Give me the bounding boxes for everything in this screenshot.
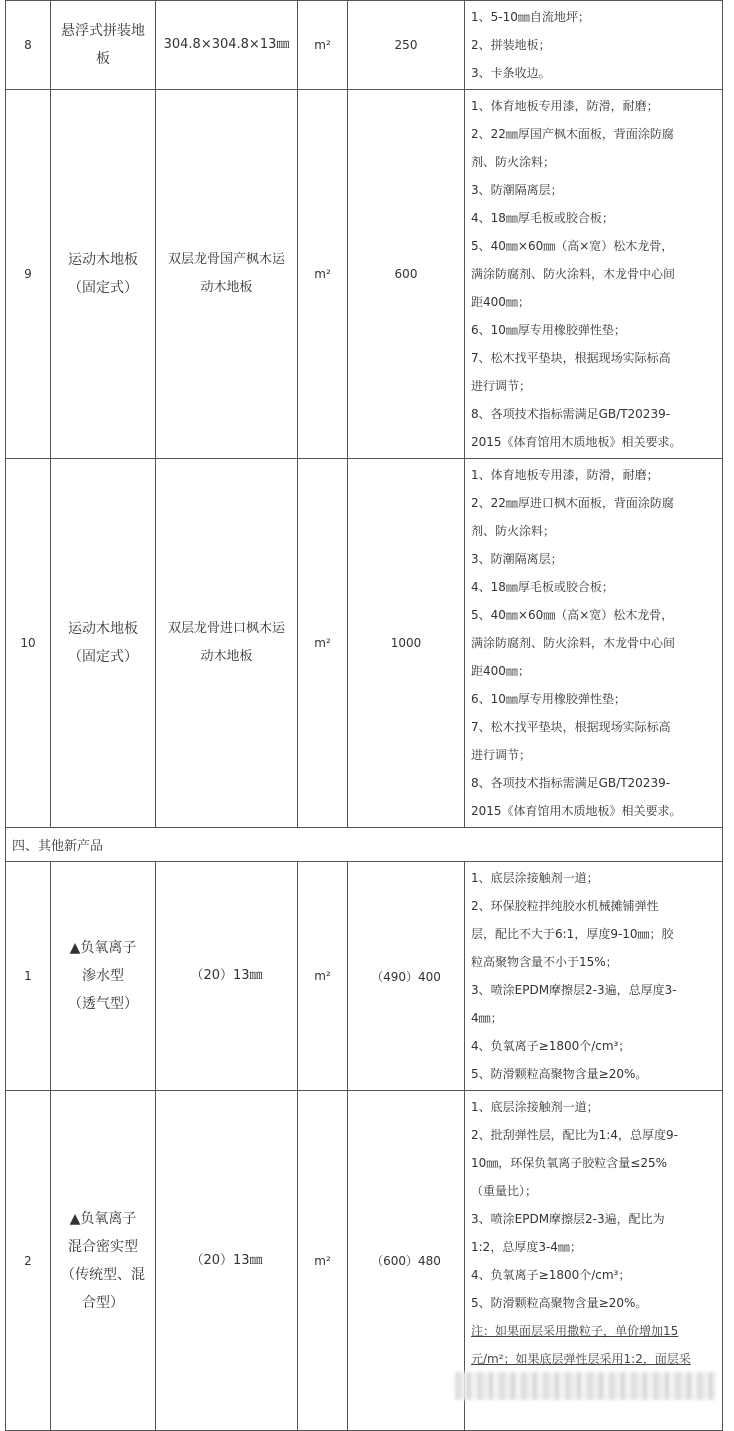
description-line: 3、防潮隔离层；: [471, 183, 563, 197]
row-number: 2: [6, 1091, 51, 1431]
note-line: 元/m²；如果底层弹性层采用1:2，面层采: [471, 1352, 691, 1366]
unit: m²: [298, 862, 348, 1091]
unit: m²: [298, 1, 348, 90]
description-line: 10㎜，环保负氧离子胶粒含量≤25%: [471, 1156, 667, 1170]
product-name: [51, 459, 156, 828]
product-name-line: （固定式）: [68, 280, 138, 296]
description-line: 满涂防腐剂、防火涂料，木龙骨中心间: [471, 636, 676, 650]
description-line: 5、40㎜×60㎜（高×宽）松木龙骨，: [471, 239, 674, 253]
description-line: 7、松木找平垫块，根据现场实际标高: [471, 351, 671, 365]
description-line: 2015《体育馆用木质地板》相关要求。: [471, 804, 682, 818]
description-line: 4、负氧离子≥1800个/cm³；: [471, 1268, 631, 1282]
description-line: 8、各项技术指标需满足GB/T20239-: [471, 407, 671, 421]
product-name-line: 混合密实型: [68, 1238, 138, 1255]
blurred-watermark: [455, 1372, 717, 1400]
description-line: 剂、防火涂料；: [471, 524, 556, 538]
description-line: 1、底层涂接触剂一道；: [471, 1100, 599, 1114]
product-name: [51, 90, 156, 459]
section-title: 四、其他新产品: [6, 828, 723, 862]
description-line: 4㎜；: [471, 1011, 503, 1025]
description-line: 5、40㎜×60㎜（高×宽）松木龙骨，: [471, 608, 674, 622]
product-name-line: 悬浮式拼装地: [61, 23, 145, 39]
specification-line: 双层龙骨进口枫木运: [167, 621, 285, 636]
description-line: 距400㎜；: [471, 295, 530, 309]
description-line: 1、5-10㎜自流地坪；: [471, 10, 590, 24]
description-line: 进行调节；: [471, 748, 532, 762]
table-body-floors: [6, 1, 723, 828]
description-line: 1:2，总厚度3-4㎜；: [471, 1240, 582, 1254]
product-name-line: 合型）: [82, 1294, 124, 1311]
unit: m²: [298, 459, 348, 828]
description-line: 层，配比不大于6:1，厚度9-10㎜；胶: [471, 927, 674, 941]
description-line: 2、批刮弹性层，配比为1:4，总厚度9-: [471, 1128, 678, 1142]
description-line: 1、体育地板专用漆，防滑，耐磨；: [471, 468, 659, 482]
description-line: （重量比）；: [471, 1184, 538, 1198]
product-name: [51, 1091, 156, 1431]
description: [465, 862, 723, 1091]
specification: [156, 862, 298, 1091]
specification-line: 双层龙骨国产枫木运: [167, 252, 285, 267]
description-line: 3、卡条收边。: [471, 66, 551, 80]
product-name-line: 板: [96, 51, 110, 67]
description-line: 1、底层涂接触剂一道；: [471, 871, 599, 885]
unit: m²: [298, 1091, 348, 1431]
specification: [156, 1, 298, 90]
table-row: [6, 1, 723, 90]
description-line: 6、10㎜厚专用橡胶弹性垫；: [471, 323, 626, 337]
description-line: 进行调节；: [471, 379, 532, 393]
specification-line: （20）13㎜: [190, 968, 263, 983]
unit-price: 250: [348, 1, 465, 90]
specification-line: 动木地板: [200, 280, 253, 295]
product-name-line: 运动木地板: [68, 252, 138, 268]
table-row: [6, 90, 723, 459]
price-table: [5, 0, 723, 1431]
description-line: 2015《体育馆用木质地板》相关要求。: [471, 435, 682, 449]
description-line: 4、负氧离子≥1800个/cm³；: [471, 1039, 631, 1053]
unit-price: （490）400: [348, 862, 465, 1091]
description-line: 2、环保胶粒拌纯胶水机械摊铺弹性: [471, 899, 659, 913]
description: [465, 90, 723, 459]
description: [465, 1, 723, 90]
description-line: 2、拼装地板；: [471, 38, 551, 52]
specification: [156, 1091, 298, 1431]
row-number: 1: [6, 862, 51, 1091]
unit-price: 600: [348, 90, 465, 459]
description-line: 剂、防火涂料；: [471, 155, 556, 169]
note-line: 注：如果面层采用撒粒子，单价增加15: [471, 1324, 679, 1338]
description-line: 3、防潮隔离层；: [471, 552, 563, 566]
product-name-line: ▲负氧离子: [69, 940, 137, 956]
table-section: [6, 828, 723, 862]
description-line: 6、10㎜厚专用橡胶弹性垫；: [471, 692, 626, 706]
unit: m²: [298, 90, 348, 459]
row-number: 9: [6, 90, 51, 459]
row-number: 8: [6, 1, 51, 90]
product-name: [51, 1, 156, 90]
specification-line: （20）13㎜: [190, 1252, 263, 1268]
description-line: 8、各项技术指标需满足GB/T20239-: [471, 776, 671, 790]
unit-price: 1000: [348, 459, 465, 828]
product-name-line: ▲负氧离子: [69, 1210, 137, 1227]
table-body-new-products: [6, 862, 723, 1431]
description-line: 2、22㎜厚国产枫木面板，背面涂防腐: [471, 127, 674, 141]
row-number: 10: [6, 459, 51, 828]
product-name-line: 运动木地板: [68, 621, 138, 637]
description-line: 满涂防腐剂、防火涂料，木龙骨中心间: [471, 267, 676, 281]
specification: [156, 459, 298, 828]
unit-price: （600）480: [348, 1091, 465, 1431]
product-name-line: （透气型）: [68, 996, 138, 1012]
description-line: 3、喷涂EPDM摩擦层2-3遍，配比为: [471, 1212, 665, 1226]
description-line: 7、松木找平垫块，根据现场实际标高: [471, 720, 671, 734]
product-name-line: 渗水型: [82, 968, 124, 984]
description: [465, 459, 723, 828]
description-line: 1、体育地板专用漆，防滑，耐磨；: [471, 99, 659, 113]
specification-line: 304.8×304.8×13㎜: [163, 37, 290, 52]
product-name-line: （传统型、混: [61, 1266, 145, 1283]
description-line: 5、防滑颗粒高聚物含量≥20%。: [471, 1067, 648, 1081]
product-name: [51, 862, 156, 1091]
description-line: 4、18㎜厚毛板或胶合板；: [471, 580, 614, 594]
product-name-line: （固定式）: [68, 649, 138, 665]
description-line: 粒高聚物含量不小于15%；: [471, 955, 618, 969]
description-line: 5、防滑颗粒高聚物含量≥20%。: [471, 1296, 648, 1310]
description-line: 4、18㎜厚毛板或胶合板；: [471, 211, 614, 225]
table-row: [6, 862, 723, 1091]
description-line: 2、22㎜厚进口枫木面板，背面涂防腐: [471, 496, 674, 510]
description-line: 距400㎜；: [471, 664, 530, 678]
specification: [156, 90, 298, 459]
specification-line: 动木地板: [200, 649, 253, 664]
table-row: [6, 459, 723, 828]
description-line: 3、喷涂EPDM摩擦层2-3遍，总厚度3-: [471, 983, 677, 997]
